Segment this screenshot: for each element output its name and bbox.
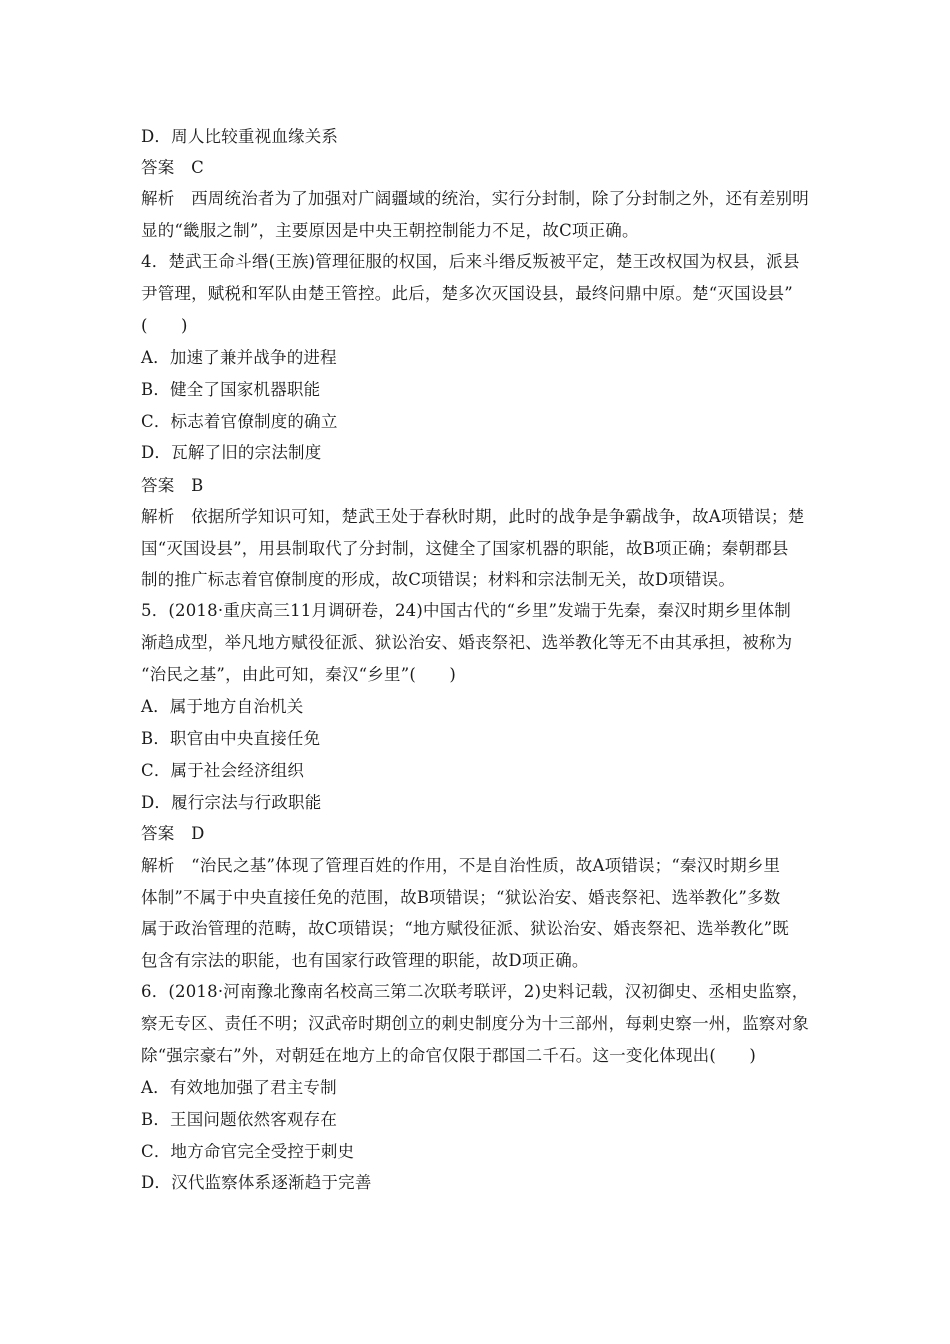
explanation-q4-line1: 解析 依据所学知识可知，楚武王处于春秋时期，此时的战争是争霸战争，故A项错误；楚 — [141, 507, 805, 526]
answer-q4: 答案 B — [141, 476, 204, 495]
explanation-q5-line3: 属于政治管理的范畴，故C项错误；“地方赋役征派、狱讼治安、婚丧祭祀、选举教化”既 — [141, 919, 789, 938]
explanation-q5-line4: 包含有宗法的职能，也有国家行政管理的职能，故D项正确。 — [141, 951, 589, 970]
explanation-q4-line3: 制的推广标志着官僚制度的形成，故C项错误；材料和宗法制无关，故D项错误。 — [141, 570, 736, 589]
option-b-q6: B．王国问题依然客观存在 — [141, 1110, 338, 1129]
option-b-q4: B．健全了国家机器职能 — [141, 380, 321, 399]
option-a-q6: A．有效地加强了君主专制 — [141, 1078, 337, 1097]
explanation-q3-line2: 显的“畿服之制”，主要原因是中央王朝控制能力不足，故C项正确。 — [141, 221, 639, 240]
option-c-q4: C．标志着官僚制度的确立 — [141, 412, 338, 431]
question-5-line2: 渐趋成型，举凡地方赋役征派、狱讼治安、婚丧祭祀、选举教化等无不由其承担，被称为 — [141, 633, 793, 652]
explanation-q5-line1: 解析 “治民之基”体现了管理百姓的作用，不是自治性质，故A项错误；“秦汉时期乡里 — [141, 856, 781, 875]
explanation-q4-line2: 国“灭国设县”，用县制取代了分封制，这健全了国家机器的职能，故B项正确；秦朝郡县 — [141, 539, 789, 558]
answer-q5: 答案 D — [141, 824, 205, 843]
question-4-line2: 尹管理，赋税和军队由楚王管控。此后，楚多次灭国设县，最终问鼎中原。楚“灭国设县” — [141, 284, 793, 303]
question-6-line3: 除“强宗豪右”外，对朝廷在地方上的命官仅限于郡国二千石。这一变化体现出( ) — [141, 1046, 757, 1065]
question-5-line3: “治民之基”，由此可知，秦汉“乡里”( ) — [141, 665, 457, 684]
option-d-q3: D．周人比较重视血缘关系 — [141, 127, 339, 146]
option-d-q6: D．汉代监察体系逐渐趋于完善 — [141, 1173, 372, 1192]
question-6-line1: 6．(2018·河南豫北豫南名校高三第二次联考联评，2)史料记载，汉初御史、丞相史监察， — [141, 982, 809, 1001]
explanation-q3-line1: 解析 西周统治者为了加强对广阔疆域的统治，实行分封制，除了分封制之外，还有差别明 — [141, 189, 809, 208]
option-c-q5: C．属于社会经济组织 — [141, 761, 305, 780]
question-4-line3: ( ) — [141, 316, 188, 335]
question-4-line1: 4．楚武王命斗缗(王族)管理征服的权国，后来斗缗反叛被平定，楚王改权国为权县，派县 — [141, 252, 800, 271]
question-5-line1: 5．(2018·重庆高三11月调研卷，24)中国古代的“乡里”发端于先秦，秦汉时期乡里体制 — [141, 601, 791, 620]
option-d-q5: D．履行宗法与行政职能 — [141, 793, 322, 812]
option-b-q5: B．职官由中央直接任免 — [141, 729, 321, 748]
option-a-q4: A．加速了兼并战争的进程 — [141, 348, 337, 367]
explanation-q5-line2: 体制”不属于中央直接任免的范围，故B项错误；“狱讼治安、婚丧祭祀、选举教化”多数 — [141, 888, 781, 907]
option-c-q6: C．地方命官完全受控于刺史 — [141, 1142, 355, 1161]
question-6-line2: 察无专区、责任不明；汉武帝时期创立的刺史制度分为十三部州，每刺史察一州，监察对象 — [141, 1014, 809, 1033]
answer-q3: 答案 C — [141, 158, 204, 177]
option-a-q5: A．属于地方自治机关 — [141, 697, 304, 716]
option-d-q4: D．瓦解了旧的宗法制度 — [141, 443, 322, 462]
